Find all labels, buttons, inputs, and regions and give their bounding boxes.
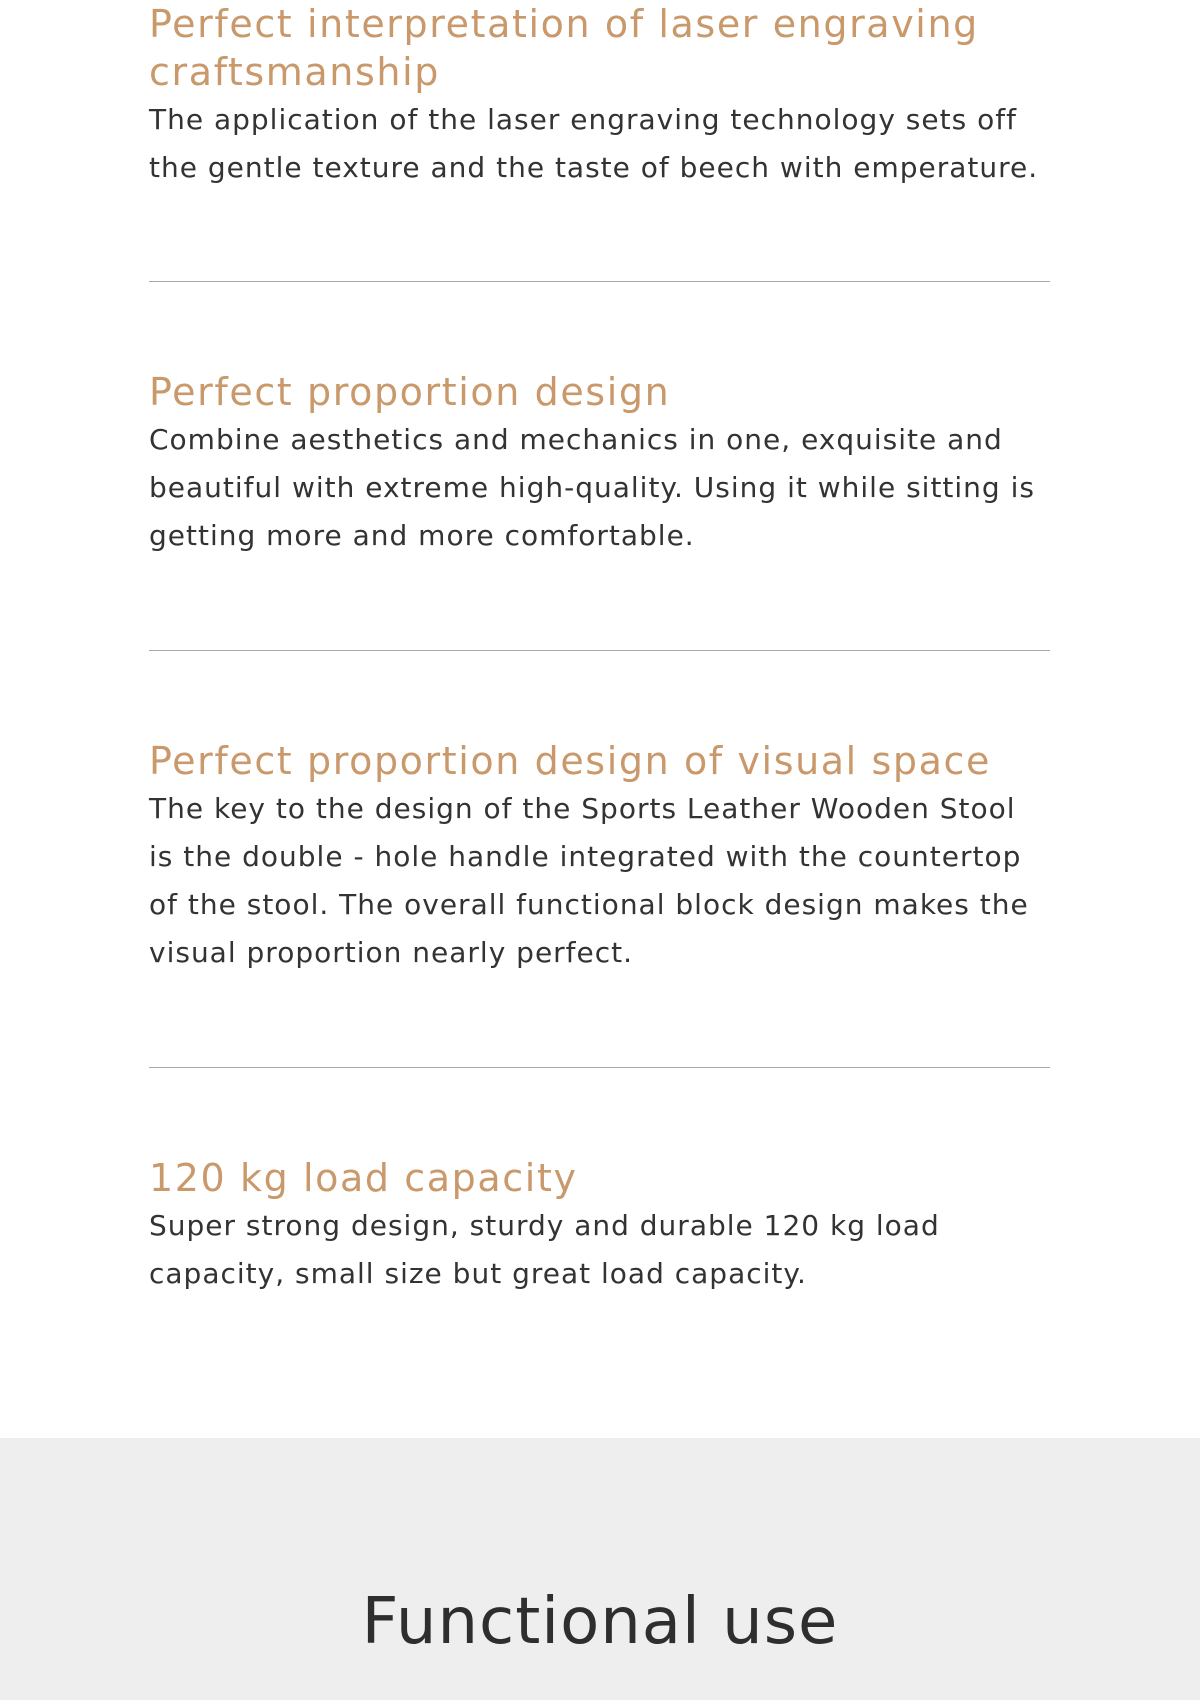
feature-proportion-design [149,368,1049,560]
feature-title: 120 kg load capacity [149,1156,578,1200]
feature-title: Perfect interpretation of laser engraving craftsmanship [149,2,979,94]
section-divider [149,650,1050,651]
functional-use-section [0,1438,1200,1700]
feature-laser-engraving [149,0,1049,192]
feature-visual-space [149,737,1049,977]
feature-description: Super strong design, sturdy and durable 120 kg load capacity, small size but great load capacity. [149,1209,940,1290]
feature-description: The application of the laser engraving technology sets off the gentle texture and the taste of beech with emperature. [149,103,1039,184]
section-divider [149,281,1050,282]
feature-title: Perfect proportion design [149,370,671,414]
functional-use-heading: Functional use [361,1585,839,1659]
feature-title: Perfect proportion design of visual space [149,739,991,783]
feature-description: The key to the design of the Sports Leather Wooden Stool is the double - hole handle integrated with the countertop of the stool. The overall functional block design makes the visual proportion nearly perfect. [149,792,1029,969]
section-divider [149,1067,1050,1068]
feature-load-capacity [149,1154,1049,1298]
feature-description: Combine aesthetics and mechanics in one, exquisite and beautiful with extreme high-quality. Using it while sitting is getting more and more comfortable. [149,423,1035,552]
